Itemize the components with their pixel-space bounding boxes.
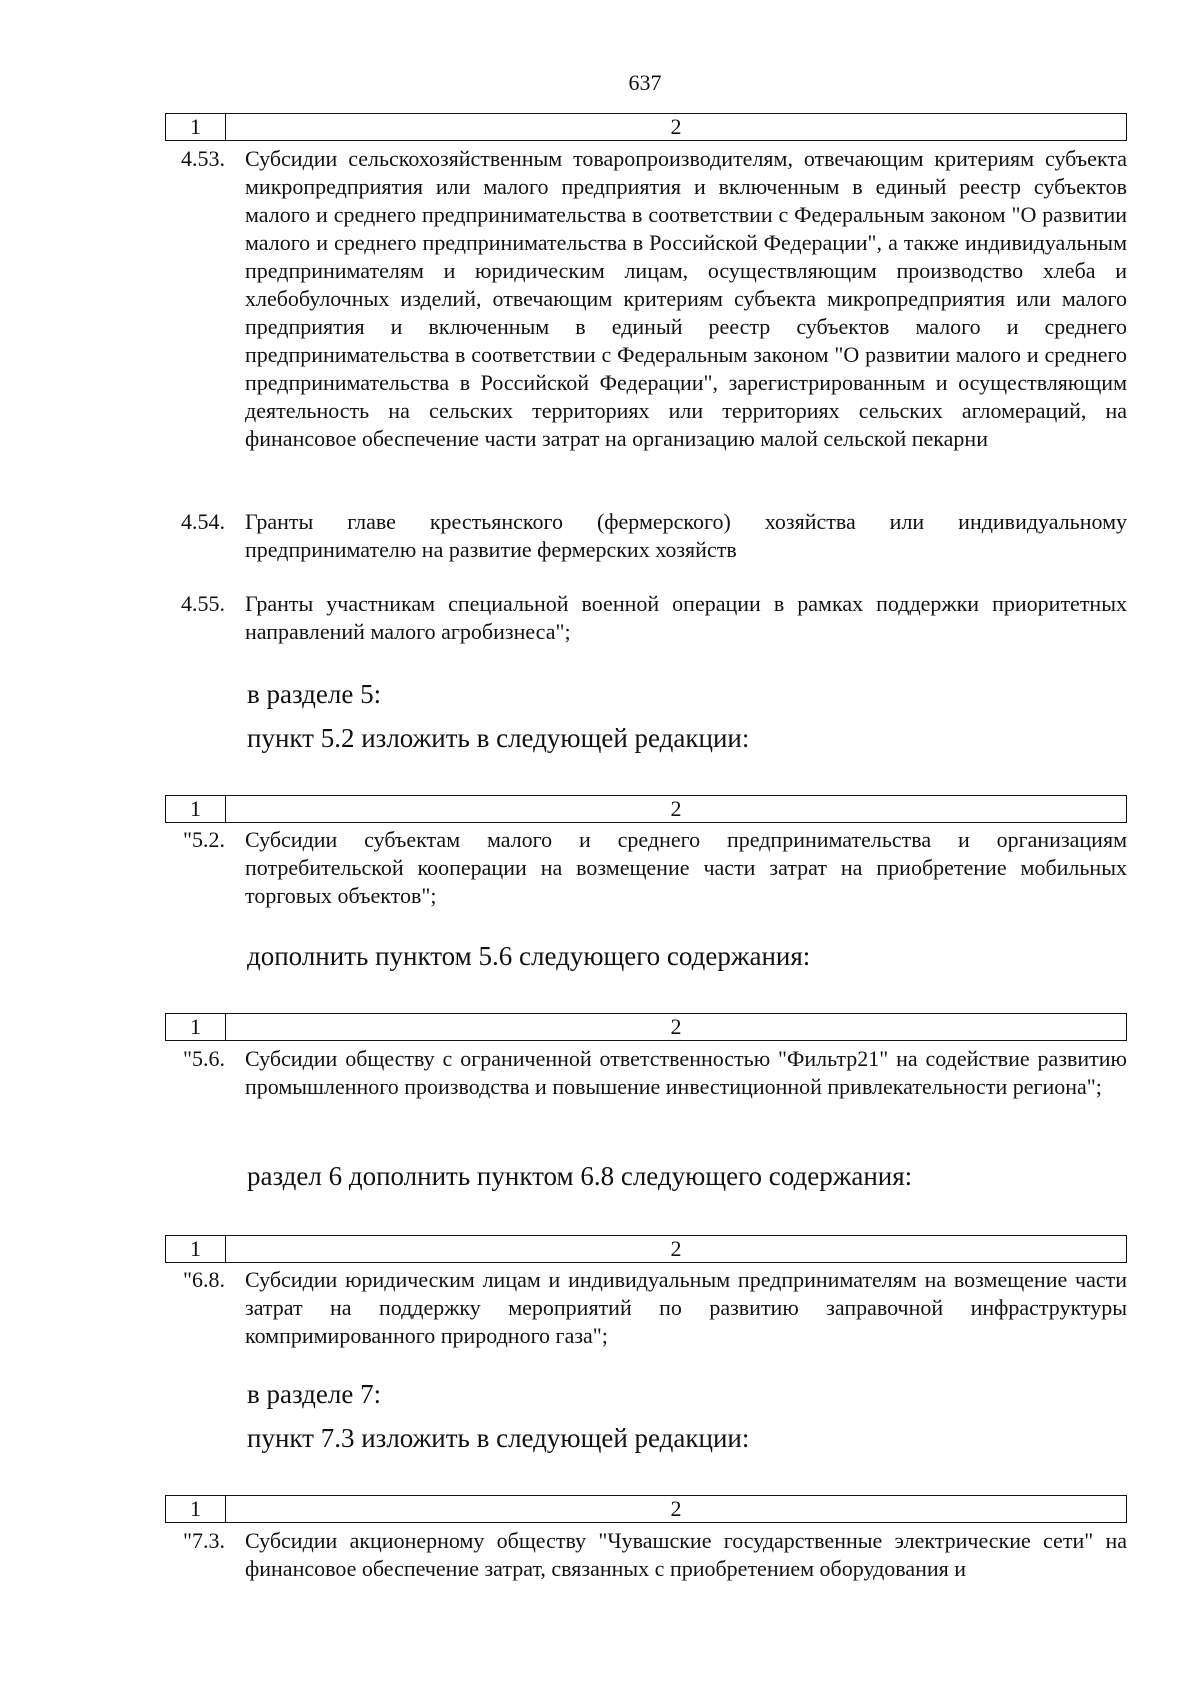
row-number: "6.8. <box>183 1267 225 1292</box>
row-text: Субсидии субъектам малого и среднего предпринимательства и организациям потребительской кооперации на возмещение части затрат на приобретение мобильных торговых объектов"; <box>245 827 1127 908</box>
instruction-item-5-6: дополнить пунктом 5.6 следующего содержания: <box>247 941 811 971</box>
page-number: 637 <box>628 70 662 95</box>
table-header-5 <box>165 1495 1127 1523</box>
header-col-2: 2 <box>670 114 682 139</box>
header-col-1: 1 <box>166 114 226 140</box>
row-text: Субсидии сельскохозяйственным товаропроизводителям, отвечающим критериям субъекта микропредприятия или малого предприятия и включенным в единый реестр субъектов малого и среднего предпринимательства в соответствии с Федеральным законом "О развитии малого и среднего предпринимательства в Российской Федерации", а также индивидуальным предпринимателям и юридическим лицам, осуществляющим производство хлеба и хлебобулочных изделий, отвечающим критериям субъекта микропредприятия или малого предприятия и включенным в единый реестр субъектов малого и среднего предпринимательства в соответствии с Федеральным законом "О развитии малого и среднего предпринимательства в Российской Федерации", зарегистрированным и осуществляющим деятельность на сельских территориях или территориях сельских агломераций, на финансовое обеспечение части затрат на организацию малой сельской пекарни <box>245 146 1127 451</box>
row-text: Гранты участникам специальной военной операции в рамках поддержки приоритетных направлений малого агробизнеса"; <box>245 591 1127 644</box>
header-col-1: 1 <box>166 796 226 822</box>
row-text: Субсидии обществу с ограниченной ответственностью "Фильтр21" на содействие развитию промышленного производства и повышение инвестиционной привлекательности региона"; <box>245 1046 1127 1099</box>
header-col-1: 1 <box>166 1496 226 1522</box>
instruction-item-7-3: пункт 7.3 изложить в следующей редакции: <box>247 1423 750 1453</box>
header-col-2: 2 <box>670 1014 682 1039</box>
table-header-2 <box>165 795 1127 823</box>
header-col-1: 1 <box>166 1236 226 1262</box>
instruction-section-5: в разделе 5: <box>247 679 382 709</box>
row-number: "5.2. <box>183 827 225 852</box>
table-header-4 <box>165 1235 1127 1263</box>
row-text: Гранты главе крестьянского (фермерского) хозяйства или индивидуальному предпринимателю на развитие фермерских хозяйств <box>245 509 1127 562</box>
row-number: "5.6. <box>183 1046 225 1071</box>
row-number: 4.55. <box>181 591 225 616</box>
row-number: "7.3. <box>183 1528 225 1553</box>
header-col-2: 2 <box>670 796 682 821</box>
row-number: 4.54. <box>181 509 225 534</box>
row-text: Субсидии юридическим лицам и индивидуальным предпринимателям на возмещение части затрат на поддержку мероприятий по развитию заправочной инфраструктуры компримированного природного газа"; <box>245 1267 1127 1348</box>
header-col-2: 2 <box>670 1236 682 1261</box>
table-header-3 <box>165 1013 1127 1041</box>
instruction-section-7: в разделе 7: <box>247 1379 382 1409</box>
row-text: Субсидии акционерному обществу "Чувашские государственные электрические сети" на финансовое обеспечение затрат, связанных с приобретением оборудования и <box>245 1528 1127 1581</box>
table-header-1 <box>165 113 1127 141</box>
instruction-item-6-8: раздел 6 дополнить пунктом 6.8 следующего содержания: <box>247 1161 913 1191</box>
instruction-item-5-2: пункт 5.2 изложить в следующей редакции: <box>247 723 750 753</box>
header-col-2: 2 <box>670 1496 682 1521</box>
row-number: 4.53. <box>181 146 225 171</box>
header-col-1: 1 <box>166 1014 226 1040</box>
